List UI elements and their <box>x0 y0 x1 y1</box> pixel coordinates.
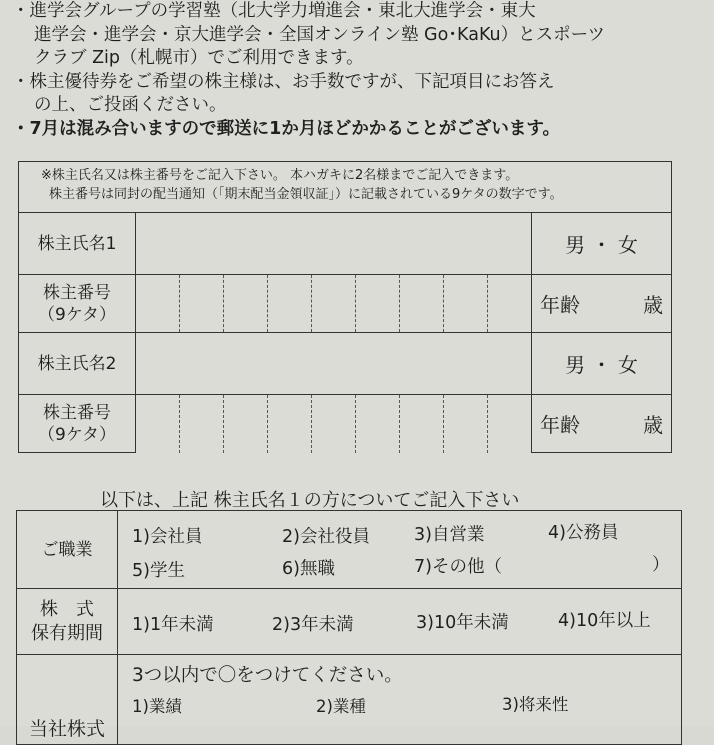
reason-options <box>118 655 682 745</box>
number-label-text: 株主番号 <box>43 402 111 423</box>
digit-box[interactable] <box>268 395 312 453</box>
period-label-line: 株 式 <box>40 598 94 620</box>
number2-label <box>19 395 136 453</box>
number-sub-text: （9ケタ） <box>38 304 116 325</box>
notice-bullets <box>12 0 712 141</box>
digit-box[interactable] <box>356 395 400 453</box>
digit-box[interactable] <box>400 275 444 333</box>
digit-box[interactable] <box>224 395 268 453</box>
job-option[interactable]: 3)自営業 <box>414 524 485 545</box>
form-note <box>19 162 672 213</box>
job-option[interactable]: 1)会社員 <box>132 526 203 547</box>
age-label: 年齢 <box>540 413 580 437</box>
reason-option[interactable]: 3)将来性 <box>502 695 569 714</box>
digit-box[interactable] <box>356 275 400 333</box>
digit-box[interactable] <box>444 275 488 333</box>
period-option[interactable]: 3)10年未満 <box>416 612 509 633</box>
form-note-line: 株主番号は同封の配当通知（「期末配当金領収証」）に記載されている9ケタの数字です。 <box>49 187 563 202</box>
digit-box[interactable] <box>312 275 356 333</box>
number1-label <box>19 275 136 333</box>
digit-box[interactable] <box>224 275 268 333</box>
name2-input[interactable] <box>136 333 532 395</box>
digit-box[interactable] <box>136 395 180 453</box>
digit-box[interactable] <box>488 275 532 333</box>
number-label-text: 株主番号 <box>43 282 111 303</box>
age-label: 年齢 <box>540 293 580 317</box>
section-title: 以下は、上記 株主氏名１の方についてご記入下さい <box>100 490 520 511</box>
period-option[interactable]: 2)3年未満 <box>272 614 354 635</box>
job-option[interactable]: 6)無職 <box>282 558 335 579</box>
age-unit: 歳 <box>643 413 663 437</box>
shareholder-form-table <box>18 161 672 453</box>
form-note-line: ※株主氏名又は株主番号をご記入下さい。 本ハガキに2名様までご記入できます。 <box>41 168 519 183</box>
job-option[interactable]: 7)その他（ <box>414 556 502 577</box>
reason-label: 当社株式 <box>17 655 118 745</box>
job-option-close: ） <box>652 554 670 575</box>
reason-instruction: 3つ以内で〇をつけてください。 <box>132 665 403 686</box>
bullet-line: ・進学会グループの学習塾（北大学力増進会・東北大進学会・東大 <box>12 1 536 21</box>
digit-box[interactable] <box>180 275 224 333</box>
age-unit: 歳 <box>643 293 663 317</box>
sex-select-2[interactable]: 男 ・ 女 <box>532 333 672 395</box>
digit-box[interactable] <box>268 275 312 333</box>
reason-option[interactable]: 1)業績 <box>132 697 182 716</box>
job-label: ご職業 <box>17 511 118 589</box>
survey-table <box>16 510 682 745</box>
period-label <box>17 589 118 655</box>
age-field-1[interactable] <box>532 275 672 333</box>
digit-box[interactable] <box>488 395 532 453</box>
age-field-2[interactable] <box>532 395 672 453</box>
digit-box[interactable] <box>400 395 444 453</box>
bullet-line: の上、ご投函ください。 <box>34 95 227 115</box>
bullet-line-bold: ・7月は混み合いますので郵送に1か月ほどかかることがございます。 <box>12 118 560 139</box>
period-options <box>118 589 682 655</box>
digit-box[interactable] <box>136 275 180 333</box>
digit-box[interactable] <box>180 395 224 453</box>
bullet-line: 進学会・進学会・京大進学会・全国オンライン塾 Go･KaKu）とスポーツ <box>34 24 605 45</box>
name2-label: 株主氏名2 <box>19 333 136 395</box>
job-options <box>118 511 682 589</box>
reason-option[interactable]: 2)業種 <box>316 697 366 716</box>
name1-input[interactable] <box>136 213 532 275</box>
sex-select-1[interactable]: 男 ・ 女 <box>532 213 672 275</box>
name1-label: 株主氏名1 <box>19 213 136 275</box>
period-label-line: 保有期間 <box>31 622 103 644</box>
digit-box[interactable] <box>312 395 356 453</box>
number-sub-text: （9ケタ） <box>38 424 116 445</box>
job-option[interactable]: 4)公務員 <box>548 522 619 543</box>
job-option[interactable]: 5)学生 <box>132 560 185 581</box>
digit-box[interactable] <box>444 395 488 453</box>
period-option[interactable]: 4)10年以上 <box>558 610 651 631</box>
bullet-line: クラブ Zip（札幌市）でご利用できます。 <box>34 48 364 68</box>
bullet-line: ・株主優待券をご希望の株主様は、お手数ですが、下記項目にお答え <box>12 71 555 92</box>
job-option[interactable]: 2)会社役員 <box>282 526 370 547</box>
period-option[interactable]: 1)1年未満 <box>132 614 214 635</box>
